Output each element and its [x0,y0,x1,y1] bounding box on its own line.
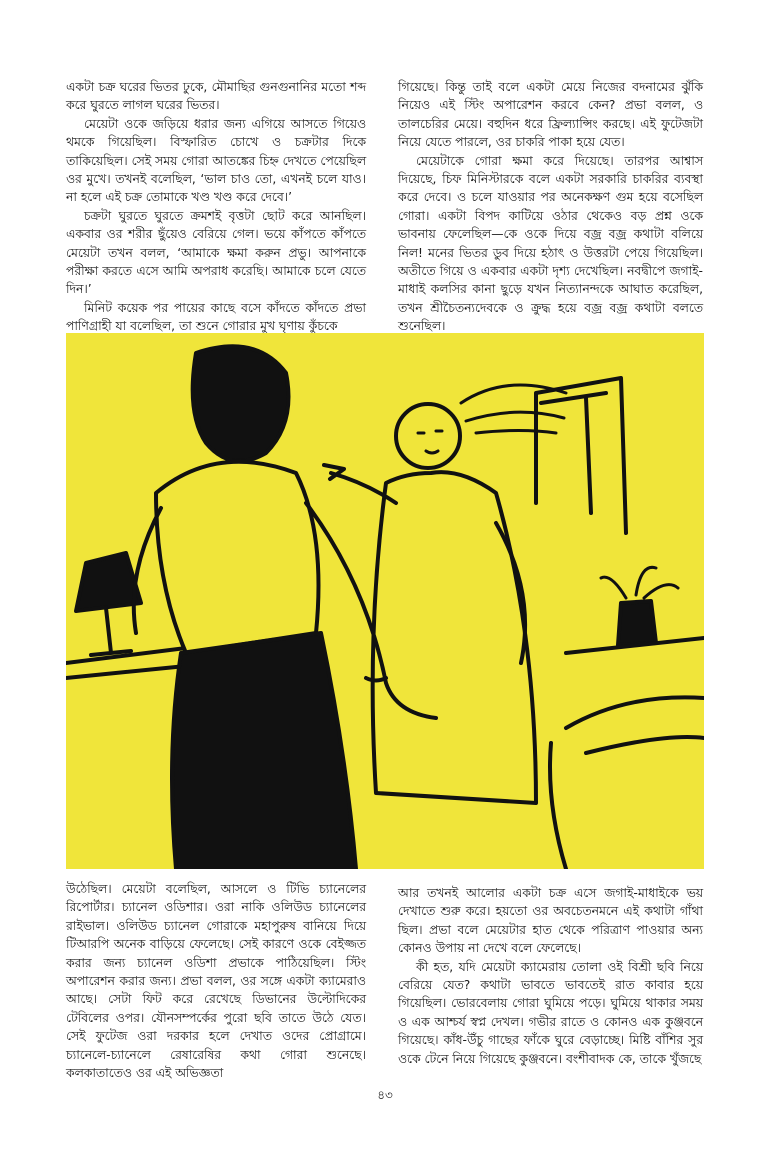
woman-back [156,462,319,653]
text-column-top-left [66,78,366,336]
paragraph: মিনিট কয়েক পর পায়ের কাছে বসে কাঁদতে কাঁদতে প্রভা পাণিগ্রাহী যা বলেছিল, তা শুনে গোরার মুখ ঘৃণায় কুঁচকে [66,300,366,334]
text-column-top-right [398,78,703,336]
lamp-stand [91,608,131,655]
paragraph: গিয়েছে। কিন্তু তাই বলে একটা মেয়ে নিজের বদনামের ঝুঁকি নিয়েও এই স্টিং অপারেশন করবে কেন? প্রভা বলল, ও তালচেরির মেয়ে। বহুদিন ধরে ফ্রিল্যান্সিং করছে। এই ফুটেজটা নিয়ে যেতে পারলে, ওর চাকরি পাকা হয়ে যেত। [398,80,703,150]
paragraph: একটা চক্র ঘরের ভিতর ঢুকে, মৌমাছির গুনগুনানির মতো শব্দ করে ঘুরতে লাগল ঘরের ভিতর। [66,80,366,113]
paragraph: কী হত, যদি মেয়েটা ক্যামেরায় তোলা ওই বিশ্রী ছবি নিয়ে বেরিয়ে যেত? কথাটা ভাবতে ভাবতেই রাত কাবার হয়ে গিয়েছিল। ভোরবেলায় গোরা ঘুমিয়ে পড়ে। ঘুমিয়ে থাকার সময় ও এক আশ্চর্য স্বপ্ন দেখল। গভীর রাতে ও কোনও এক কুঞ্জবনে গিয়েছে। কাঁধ-উঁচু গাছের ফাঁকে ঘুরে বেড়াচ্ছে। মিষ্টি বাঁশির সুর ওকে টেনে নিয়ে গিয়েছে কুঞ্জবনে। বংশীবাদক কে, তাকে খুঁজছে [398,959,703,1066]
plant [601,567,678,598]
illustration-drawing [66,333,704,869]
woman-hair [193,346,289,461]
paragraph: চক্রটা ঘুরতে ঘুরতে ক্রমশই বৃত্তটা ছোট করে আনছিল। একবার ওর শরীর ছুঁয়েও বেরিয়ে গেল। ভয়ে কাঁপতে কাঁপতে মেয়েটা তখন বলল, ‘আমাকে ক্ষমা করুন প্রভু। আপনাকে পরীক্ষা করতে এসে আমি অপরাধ করেছি। আমাকে চলে যেতে দিন।’ [66,208,366,297]
text-column-bottom-left [66,880,366,1082]
story-illustration [66,333,704,869]
man-body [373,472,536,803]
paragraph: মেয়েটা ওকে জড়িয়ে ধরার জন্য এগিয়ে আসতে গিয়েও থমকে গিয়েছিল। বিস্ফারিত চোখে ও চক্রটার দিকে তাকিয়েছিল। সেই সময় গোরা আতঙ্কের চিহ্ন দেখতে পেয়েছিল ওর মুখে। তখনই বলেছিল, ‘ভাল চাও তো, এখনই চলে যাও। না হলে এই চক্র তোমাকে খণ্ড খণ্ড করে দেবে।’ [66,116,366,205]
paragraph: আর তখনই আলোর একটা চক্র এসে জগাই-মাধাইকে ভয় দেখাতে শুরু করে। হয়তো ওর অবচেতনমনে এই কথাটা গাঁথা ছিল। প্রভা বলে মেয়েটার হাত থেকে পরিত্রাণ পাওয়ার অন্য কোনও উপায় না দেখে বলে ফেলেছে। [398,886,703,956]
lamp-shade [76,553,141,611]
text-column-bottom-right [398,884,703,1068]
paragraph: মেয়েটাকে গোরা ক্ষমা করে দিয়েছে। তারপর আশ্বাস দিয়েছে, চিফ মিনিস্টারকে বলে একটা সরকারি চাকরির ব্যবস্থা করে দেবে। ও চলে যাওয়ার পর অনেকক্ষণ গুম হয়ে বসেছিল গোরা। একটা বিপদ কাটিয়ে ওঠার থেকেও বড় প্রশ্ন ওকে ভাবনায় ফেলেছিল—কে ওকে দিয়ে বজ্র বজ্র কথাটা বলিয়ে নিল! মনের ভিতর ডুব দিয়ে হঠাৎ ও উত্তরটা পেয়ে গিয়েছিল। অতীতে গিয়ে ও একবার একটা দৃশ্য দেখেছিল। নবদ্বীপে জগাই-মাধাই কলসির কানা ছুড়ে যখন নিত্যানন্দকে আঘাত করেছিল, তখন শ্রীচৈতন্যদেবকে ও ক্রুদ্ধ হয়ে বজ্র বজ্র কথাটা বলতে শুনেছিল। [398,153,703,334]
vase [618,601,656,645]
man-head [396,404,460,468]
door-edge [541,393,606,513]
paragraph: উঠেছিল। মেয়েটা বলেছিল, আসলে ও টিভি চ্যানেলের রিপোর্টার। চ্যানেল ওডিশার। ওরা নাকি ওলিউড চ্যানেলের রাইভাল। ওলিউড চ্যানেল গোরাকে মহাপুরুষ বানিয়ে দিয়ে টিআরপি অনেক বাড়িয়ে ফেলেছে। সেই কারণে ওকে বেইজ্জত করার জন্য চ্যানেল ওডিশা প্রভাকে পাঠিয়েছিল। স্টিং অপারেশন করার জন্য। প্রভা বলল, ওর সঙ্গে একটা ক্যামেরাও আছে। সেটা ফিট করে রেখেছে ডিভানের উল্টোদিকের টেবিলের ওপর। যৌনসম্পর্কের পুরো ছবি তাতে উঠে যেত। সেই ফুটেজ ওরা দরকার হলে দেখাত ওদের প্রোগ্রামে। চ্যানেলে-চ্যানেলে রেষারেষির কথা গোরা শুনেছে। কলকাতাতেও ওর এই অভিজ্ঞতা [66,882,366,1081]
page-number: ৪৩ [377,1088,393,1102]
woman-skirt [172,633,356,869]
bed-frame [550,697,704,869]
